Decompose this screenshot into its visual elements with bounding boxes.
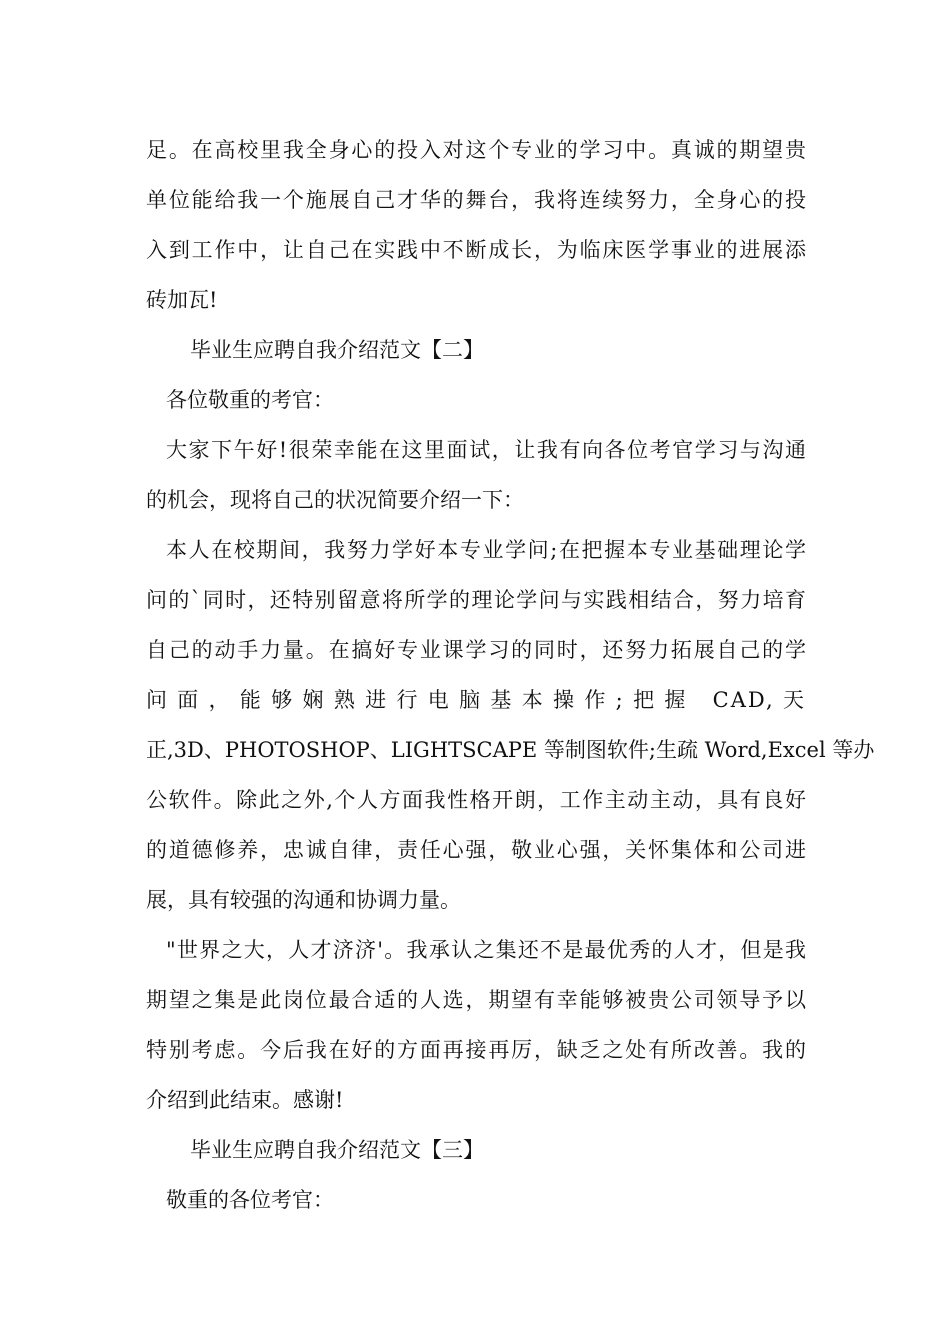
text-line: 展，具有较强的沟通和协调力量。: [146, 888, 461, 912]
text-line: 公软件。除此之外,个人方面我性格开朗，工作主动主动，具有良好: [146, 788, 806, 812]
text-line: 的道德修养，忠诚自律，责任心强，敬业心强，关怀集体和公司进: [146, 838, 806, 862]
text-line: "世界之大，人才济济'。我承认之集还不是最优秀的人才，但是我: [166, 938, 806, 962]
salutation: 敬重的各位考官：: [166, 1188, 334, 1212]
text-line: 入到工作中，让自己在实践中不断成长，为临床医学事业的进展添: [146, 238, 806, 262]
text-line: 问面，能够娴熟进行电脑基本操作;把握 CAD,天: [146, 688, 806, 712]
text-line: 问的`同时，还特别留意将所学的理论学问与实践相结合，努力培育: [146, 588, 806, 612]
text-line: 单位能给我一个施展自己才华的舞台，我将连续努力，全身心的投: [146, 188, 806, 212]
text-line: 足。在高校里我全身心的投入对这个专业的学习中。真诚的期望贵: [146, 138, 806, 162]
text-line: 本人在校期间，我努力学好本专业学问;在把握本专业基础理论学: [166, 538, 806, 562]
text-line: 介绍到此结束。感谢!: [146, 1088, 344, 1112]
salutation: 各位敬重的考官：: [166, 388, 334, 412]
text-line: 砖加瓦!: [146, 288, 218, 312]
text-line: 特别考虑。今后我在好的方面再接再厉，缺乏之处有所改善。我的: [146, 1038, 806, 1062]
text-line: 期望之集是此岗位最合适的人选，期望有幸能够被贵公司领导予以: [146, 988, 806, 1012]
text-line: 的机会，现将自己的状况简要介绍一下：: [146, 488, 524, 512]
text-line: 正,3D、PHOTOSHOP、LIGHTSCAPE 等制图软件;生疏 Word,Excel 等办: [146, 738, 875, 762]
text-line: 大家下午好!很荣幸能在这里面试，让我有向各位考官学习与沟通: [166, 438, 806, 462]
section-heading-2: 毕业生应聘自我介绍范文【二】: [190, 338, 484, 362]
section-heading-3: 毕业生应聘自我介绍范文【三】: [190, 1138, 484, 1162]
text-line: 自己的动手力量。在搞好专业课学习的同时，还努力拓展自己的学: [146, 638, 806, 662]
